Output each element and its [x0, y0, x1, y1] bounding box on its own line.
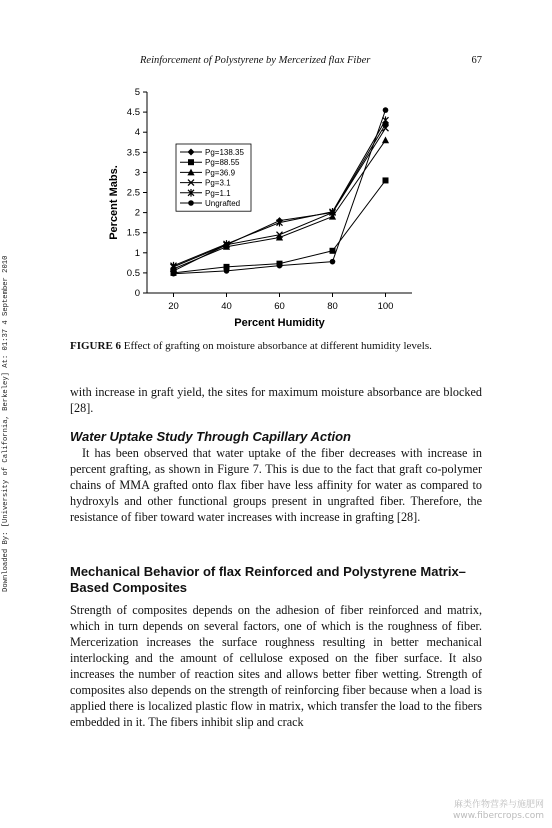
y-tick-label: 4.5: [126, 107, 140, 119]
data-point: [330, 259, 336, 265]
y-tick-label: 2.5: [126, 187, 140, 199]
paragraph-2: It has been observed that water uptake of the fiber decreases with increase in percent grafting, as shown in Figure 7. This is due to the fact that graft co-polymer chains of MMA grafted onto flax fiber have less affinity for water as compared to hydroxyls and other functional groups present in ungrafted fiber. Therefore, the resistance of fiber toward water increases with increase in grafting [28].: [70, 446, 482, 524]
watermark-line-1: 麻类作物营养与施肥网: [453, 800, 544, 810]
legend-label: Pg=36.9: [205, 168, 236, 178]
data-point: [277, 263, 283, 269]
data-point: [383, 177, 389, 183]
legend-marker: [188, 200, 194, 206]
data-point: [383, 107, 389, 113]
running-title: Reinforcement of Polystyrene by Mercerized flax Fiber: [140, 55, 371, 66]
figure-caption-text: Effect of grafting on moisture absorbance at different humidity levels.: [123, 340, 432, 352]
y-tick-label: 3: [134, 167, 140, 179]
x-tick-label: 80: [327, 301, 338, 312]
y-tick-label: 1: [134, 247, 140, 259]
legend-label: Pg=3.1: [205, 178, 231, 188]
y-tick-label: 1.5: [126, 227, 140, 239]
x-tick-label: 60: [274, 301, 285, 312]
legend-marker: [188, 159, 194, 165]
data-point: [171, 271, 177, 277]
legend-label: Pg=1.1: [205, 188, 231, 198]
paragraph-3: Strength of composites depends on the adhesion of fiber reinforced and matrix, which in turn depends on several factors, one of which is the roughness of fiber. Mercerization increases the surface roughness resulting in better mechanical interlocking and the amount of cellulose exposed on the fiber surface. It also increases the number of reaction sites and allows better fiber wetting. Strength of composites also depends on the strength of reinforcing fiber because when a load is applied there is localized plastic flow in matrix, which transfer the load to the fibers embedded in it. The fibers inhibit slip and crack: [70, 603, 482, 729]
x-axis-title: Percent Humidity: [234, 317, 325, 329]
y-tick-label: 3.5: [126, 147, 140, 159]
legend-label: Pg=138.35: [205, 148, 244, 157]
legend-label: Pg=88.55: [205, 158, 240, 168]
x-tick-label: 40: [221, 301, 232, 312]
y-axis-title: Percent Mabs.: [108, 165, 120, 240]
x-tick-label: 20: [168, 301, 179, 312]
y-tick-label: 0.5: [126, 267, 140, 279]
page-number: 67: [471, 55, 482, 66]
section-heading-water-uptake: Water Uptake Study Through Capillary Action: [70, 429, 351, 444]
y-tick-label: 0: [134, 288, 140, 299]
section-heading-mechanical: Mechanical Behavior of flax Reinforced and Polystyrene Matrix–Based Composites: [70, 564, 466, 595]
moisture-absorbance-chart: [100, 80, 420, 335]
figure-label: FIGURE 6: [70, 340, 122, 352]
watermark: [453, 800, 544, 822]
data-point: [382, 136, 389, 143]
watermark-line-2: www.fibercrops.com: [453, 811, 544, 821]
download-note: Downloaded By: [University of California, Berkeley] At: 01:37 4 September 2010: [2, 255, 10, 592]
data-point: [330, 248, 336, 254]
figure-caption: [70, 339, 482, 354]
legend-label: Ungrafted: [205, 199, 241, 208]
x-tick-label: 100: [377, 301, 394, 312]
paragraph-1: with increase in graft yield, the sites for maximum moisture absorbance are blocked [28].: [70, 385, 482, 415]
y-tick-label: 2: [134, 207, 140, 219]
y-tick-label: 5: [134, 87, 140, 98]
data-point: [224, 268, 230, 274]
y-tick-label: 4: [134, 127, 140, 139]
running-header: [70, 55, 482, 71]
